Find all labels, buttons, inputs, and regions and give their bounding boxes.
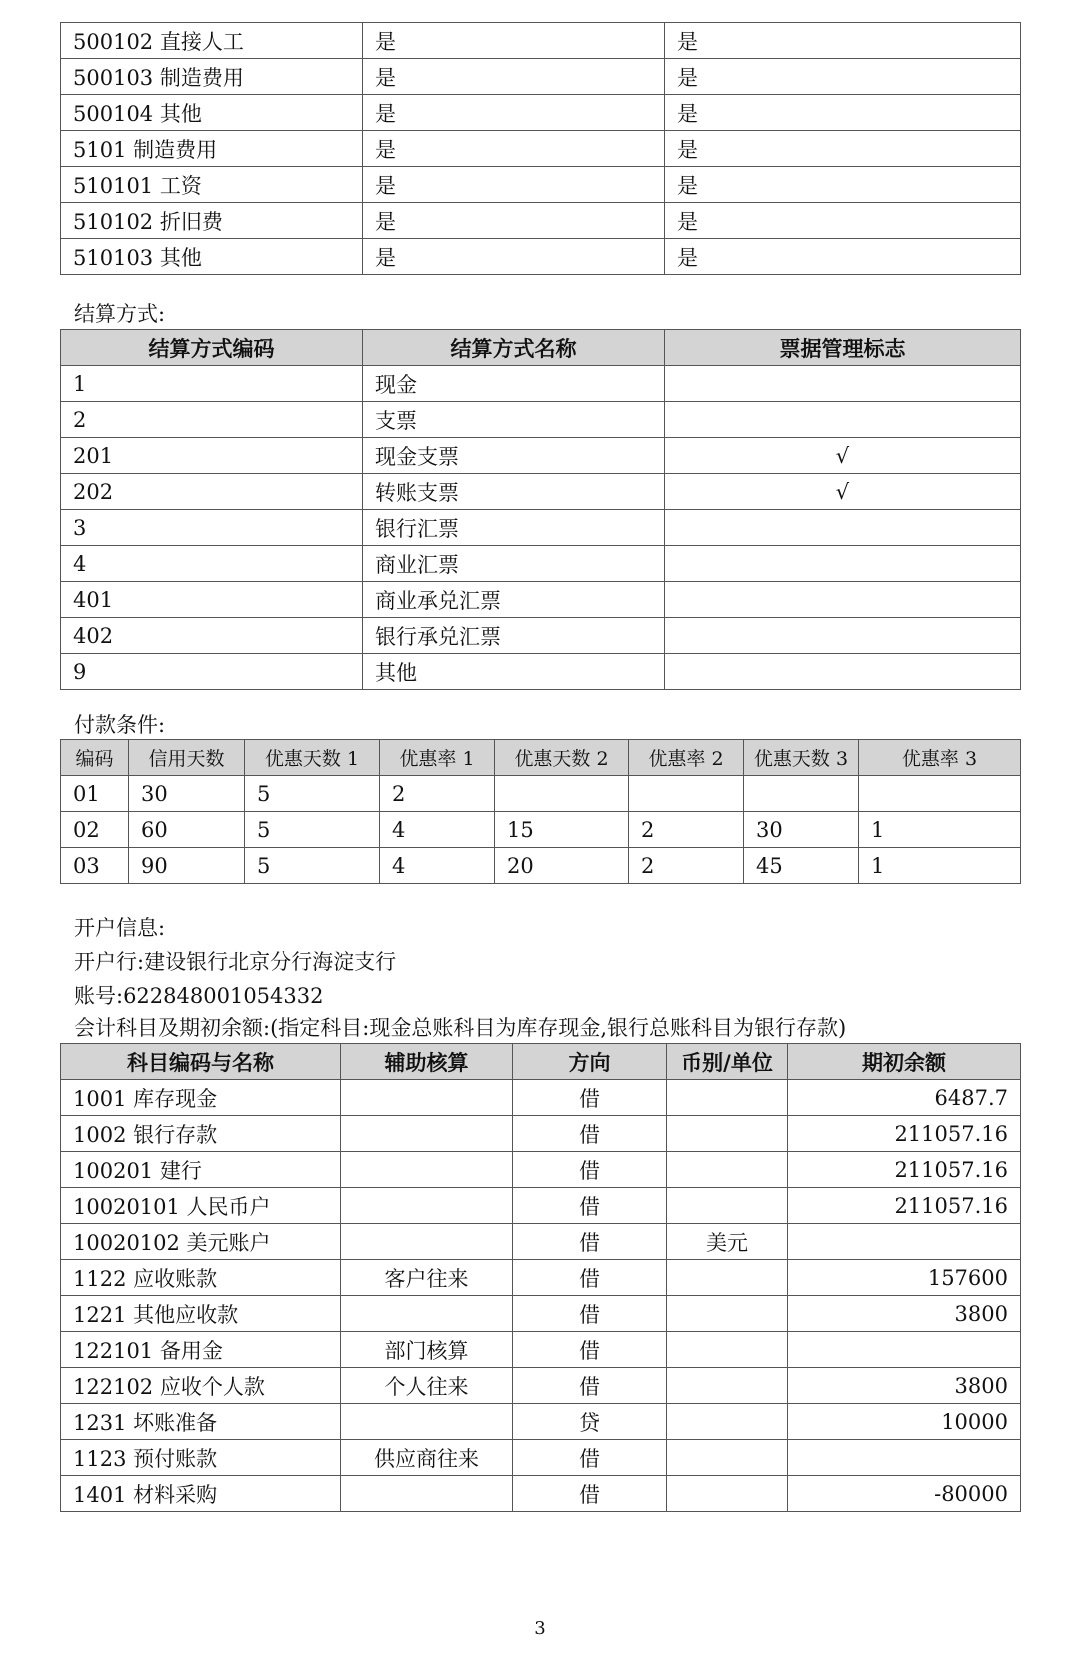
table-row — [61, 1476, 1021, 1512]
table-cell: 是 — [363, 23, 665, 59]
table-row — [61, 848, 1021, 884]
table-cell — [667, 1368, 788, 1404]
table-cell: 500102 直接人工 — [61, 23, 363, 59]
table-row — [61, 366, 1021, 402]
table-cell — [665, 618, 1021, 654]
table-cell: 是 — [665, 239, 1021, 275]
table-cell — [665, 582, 1021, 618]
table-cell: 现金 — [363, 366, 665, 402]
table-cell: 500104 其他 — [61, 95, 363, 131]
table-cell: 10000 — [788, 1404, 1021, 1440]
table-cell: 借 — [513, 1332, 667, 1368]
table-cell: 401 — [61, 582, 363, 618]
table-row — [61, 474, 1021, 510]
table-cell — [341, 1152, 513, 1188]
column-header: 编码 — [61, 740, 129, 776]
table-cell: 1 — [859, 848, 1021, 884]
table-cell: 是 — [665, 23, 1021, 59]
table-cell: 510102 折旧费 — [61, 203, 363, 239]
table-cell — [341, 1404, 513, 1440]
table-cell: 02 — [61, 812, 129, 848]
table-cell — [495, 776, 629, 812]
table-cell: 1122 应收账款 — [61, 1260, 341, 1296]
settlement-table — [60, 329, 1021, 690]
table-cell: 现金支票 — [363, 438, 665, 474]
table-cell: 是 — [363, 95, 665, 131]
table-cell: 01 — [61, 776, 129, 812]
table-cell: 1231 坏账准备 — [61, 1404, 341, 1440]
table-row — [61, 59, 1021, 95]
table-row — [61, 203, 1021, 239]
table-row — [61, 776, 1021, 812]
table-cell: 510103 其他 — [61, 239, 363, 275]
table-cell: 是 — [363, 167, 665, 203]
table-cell: 10020102 美元账户 — [61, 1224, 341, 1260]
table-cell — [859, 776, 1021, 812]
table-cell: 是 — [363, 131, 665, 167]
table-row — [61, 1116, 1021, 1152]
column-header: 优惠天数 1 — [245, 740, 380, 776]
table-cell: 银行汇票 — [363, 510, 665, 546]
table-cell — [667, 1332, 788, 1368]
table-row — [61, 23, 1021, 59]
table-cell — [667, 1440, 788, 1476]
table-row — [61, 131, 1021, 167]
table-cell: 是 — [665, 203, 1021, 239]
table-cell — [665, 402, 1021, 438]
table-cell: 201 — [61, 438, 363, 474]
table-row — [61, 654, 1021, 690]
column-header: 结算方式编码 — [61, 330, 363, 366]
table-row — [61, 1296, 1021, 1332]
table-cell: 202 — [61, 474, 363, 510]
table-cell: 借 — [513, 1368, 667, 1404]
table-cell: 45 — [744, 848, 859, 884]
table-cell: √ — [665, 438, 1021, 474]
bank-info-title: 开户信息: — [74, 916, 166, 940]
table-cell: 是 — [665, 167, 1021, 203]
column-header: 优惠率 3 — [859, 740, 1021, 776]
table-cell: 借 — [513, 1260, 667, 1296]
table-row — [61, 1080, 1021, 1116]
table-cell — [341, 1188, 513, 1224]
table-cell: 211057.16 — [788, 1188, 1021, 1224]
table-cell: 5 — [245, 848, 380, 884]
table-cell: 30 — [744, 812, 859, 848]
column-header: 优惠率 1 — [380, 740, 495, 776]
table-cell: 转账支票 — [363, 474, 665, 510]
table-cell: 1 — [61, 366, 363, 402]
column-header: 信用天数 — [129, 740, 245, 776]
table-cell: 510101 工资 — [61, 167, 363, 203]
table-cell: 其他 — [363, 654, 665, 690]
table-cell: -80000 — [788, 1476, 1021, 1512]
table-cell: 3 — [61, 510, 363, 546]
table-cell: √ — [665, 474, 1021, 510]
page-number: 3 — [534, 1618, 546, 1639]
payment-terms-table — [60, 739, 1021, 884]
table-cell: 10020101 人民币户 — [61, 1188, 341, 1224]
table-cell: 500103 制造费用 — [61, 59, 363, 95]
table-cell: 1401 材料采购 — [61, 1476, 341, 1512]
table-cell — [667, 1080, 788, 1116]
table-row — [61, 239, 1021, 275]
table-cell: 3800 — [788, 1296, 1021, 1332]
table-cell: 供应商往来 — [341, 1440, 513, 1476]
table-cell: 4 — [61, 546, 363, 582]
table-cell — [667, 1116, 788, 1152]
table-cell — [667, 1188, 788, 1224]
column-header: 票据管理标志 — [665, 330, 1021, 366]
table-row — [61, 1260, 1021, 1296]
table-cell — [788, 1224, 1021, 1260]
table-cell: 1001 库存现金 — [61, 1080, 341, 1116]
table-cell: 6487.7 — [788, 1080, 1021, 1116]
table-cell: 5 — [245, 812, 380, 848]
table-cell: 15 — [495, 812, 629, 848]
table-row — [61, 1440, 1021, 1476]
table-cell: 借 — [513, 1152, 667, 1188]
bank-name: 开户行:建设银行北京分行海淀支行 — [74, 950, 397, 974]
table-cell: 9 — [61, 654, 363, 690]
table-cell: 贷 — [513, 1404, 667, 1440]
table-cell — [667, 1260, 788, 1296]
table-row — [61, 1152, 1021, 1188]
table-cell — [341, 1116, 513, 1152]
table-cell: 402 — [61, 618, 363, 654]
table-cell — [667, 1404, 788, 1440]
table-cell: 5101 制造费用 — [61, 131, 363, 167]
table-cell: 是 — [363, 59, 665, 95]
table-cell — [341, 1080, 513, 1116]
table-cell: 3800 — [788, 1368, 1021, 1404]
table-cell: 是 — [363, 203, 665, 239]
column-header: 期初余额 — [788, 1044, 1021, 1080]
table-cell — [665, 546, 1021, 582]
table-cell: 是 — [665, 131, 1021, 167]
table-cell — [788, 1440, 1021, 1476]
column-header: 优惠率 2 — [629, 740, 744, 776]
table-cell — [744, 776, 859, 812]
table-cell — [665, 366, 1021, 402]
table-cell: 客户往来 — [341, 1260, 513, 1296]
table-cell: 是 — [665, 95, 1021, 131]
accounts-title: 会计科目及期初余额:(指定科目:现金总账科目为库存现金,银行总账科目为银行存款) — [74, 1016, 847, 1040]
table-cell: 1 — [859, 812, 1021, 848]
table-cell: 借 — [513, 1116, 667, 1152]
table-cell: 100201 建行 — [61, 1152, 341, 1188]
table-cell: 122101 备用金 — [61, 1332, 341, 1368]
accounts-table — [60, 1043, 1021, 1512]
table-cell: 4 — [380, 812, 495, 848]
table-cell: 5 — [245, 776, 380, 812]
table-cell: 借 — [513, 1476, 667, 1512]
table-cell — [341, 1296, 513, 1332]
table-cell — [788, 1332, 1021, 1368]
table-row — [61, 582, 1021, 618]
table-cell: 20 — [495, 848, 629, 884]
payment-terms-title: 付款条件: — [74, 713, 166, 737]
table-cell: 借 — [513, 1188, 667, 1224]
table-cell: 2 — [61, 402, 363, 438]
table-cell: 2 — [629, 812, 744, 848]
table-row — [61, 546, 1021, 582]
table-cell: 122102 应收个人款 — [61, 1368, 341, 1404]
table-cell: 1123 预付账款 — [61, 1440, 341, 1476]
table-cell: 60 — [129, 812, 245, 848]
column-header: 方向 — [513, 1044, 667, 1080]
bank-account: 账号:622848001054332 — [74, 984, 324, 1008]
table-row — [61, 438, 1021, 474]
table-cell: 部门核算 — [341, 1332, 513, 1368]
table-cell: 157600 — [788, 1260, 1021, 1296]
table-cell — [629, 776, 744, 812]
settlement-title: 结算方式: — [74, 302, 166, 326]
table-cell — [667, 1476, 788, 1512]
table-row — [61, 1404, 1021, 1440]
table-row — [61, 402, 1021, 438]
table-cell: 2 — [629, 848, 744, 884]
column-header: 结算方式名称 — [363, 330, 665, 366]
table-cell: 是 — [363, 239, 665, 275]
table-cell: 商业承兑汇票 — [363, 582, 665, 618]
table-cell — [667, 1152, 788, 1188]
table-row — [61, 1188, 1021, 1224]
table-cell: 借 — [513, 1224, 667, 1260]
table-cell: 银行承兑汇票 — [363, 618, 665, 654]
table-cell: 4 — [380, 848, 495, 884]
column-header: 币别/单位 — [667, 1044, 788, 1080]
subject-flags-table — [60, 22, 1021, 275]
table-cell: 90 — [129, 848, 245, 884]
table-cell — [667, 1296, 788, 1332]
table-cell — [665, 654, 1021, 690]
table-cell: 1002 银行存款 — [61, 1116, 341, 1152]
table-cell: 03 — [61, 848, 129, 884]
table-cell: 美元 — [667, 1224, 788, 1260]
table-row — [61, 510, 1021, 546]
table-cell: 支票 — [363, 402, 665, 438]
column-header: 科目编码与名称 — [61, 1044, 341, 1080]
table-cell: 2 — [380, 776, 495, 812]
table-cell: 借 — [513, 1440, 667, 1476]
table-cell — [665, 510, 1021, 546]
table-cell — [341, 1224, 513, 1260]
table-cell: 借 — [513, 1080, 667, 1116]
table-cell: 1221 其他应收款 — [61, 1296, 341, 1332]
table-row — [61, 1224, 1021, 1260]
table-cell: 借 — [513, 1296, 667, 1332]
table-cell: 个人往来 — [341, 1368, 513, 1404]
column-header: 优惠天数 3 — [744, 740, 859, 776]
column-header: 优惠天数 2 — [495, 740, 629, 776]
table-row — [61, 1332, 1021, 1368]
table-cell: 是 — [665, 59, 1021, 95]
table-row — [61, 812, 1021, 848]
column-header: 辅助核算 — [341, 1044, 513, 1080]
table-cell: 211057.16 — [788, 1116, 1021, 1152]
table-cell — [341, 1476, 513, 1512]
table-row — [61, 95, 1021, 131]
table-cell: 30 — [129, 776, 245, 812]
table-row — [61, 618, 1021, 654]
table-cell: 商业汇票 — [363, 546, 665, 582]
table-row — [61, 1368, 1021, 1404]
table-row — [61, 167, 1021, 203]
table-cell: 211057.16 — [788, 1152, 1021, 1188]
